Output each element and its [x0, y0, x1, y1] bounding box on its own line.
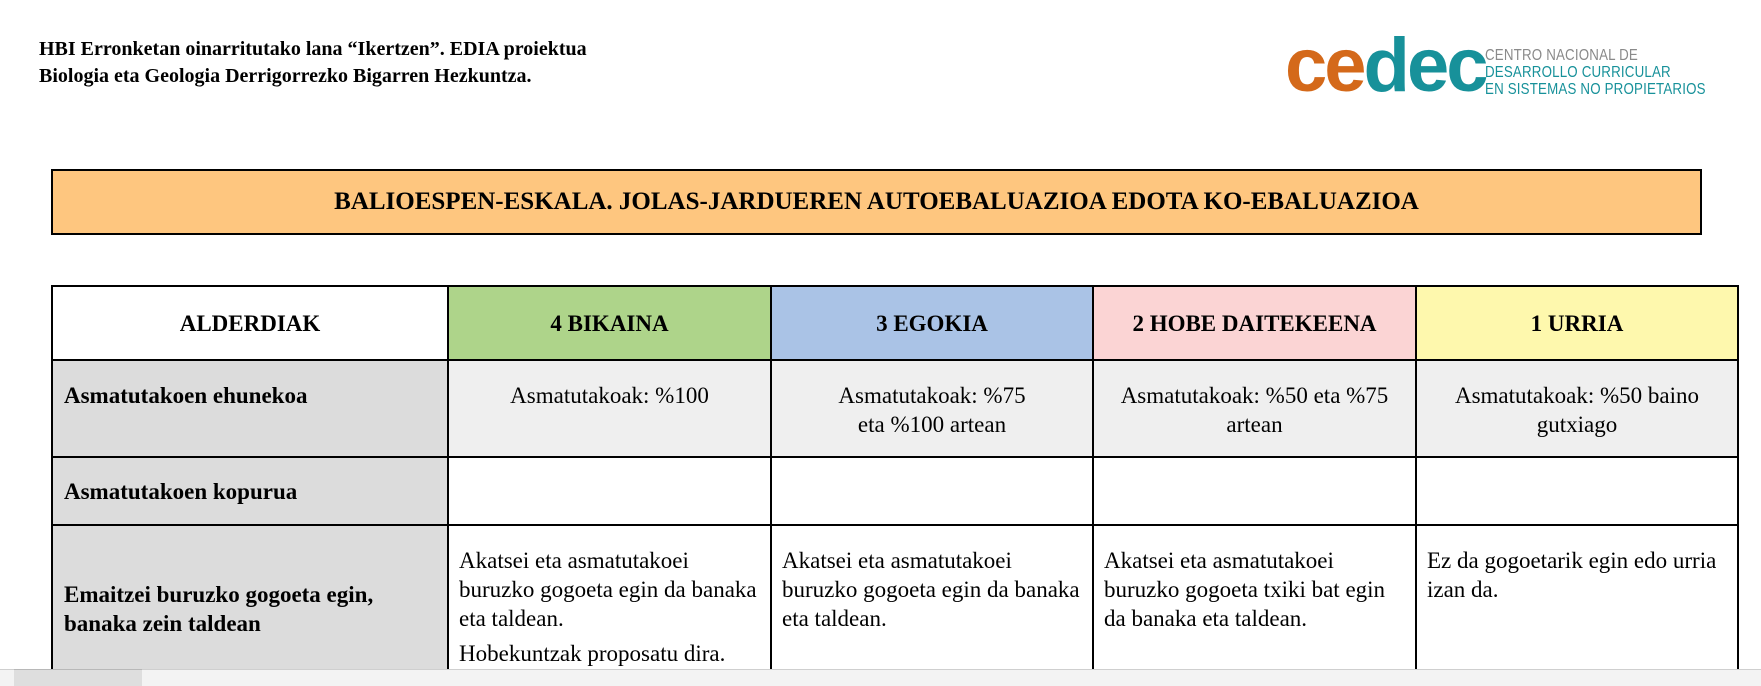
aspect-cell: Asmatutakoen kopurua [52, 457, 448, 525]
rubric-table [51, 285, 1739, 686]
aspect-cell: Asmatutakoen ehunekoa [52, 360, 448, 457]
rubric-cell [1416, 457, 1738, 525]
cell-extra-text: Hobekuntzak proposatu dira. [459, 641, 726, 666]
cell-text: Akatsei eta asmatutakoei buruzko gogoeta egin da banaka eta taldean. [782, 548, 1080, 631]
logo-dec: dec [1363, 23, 1486, 108]
logo-subtitle [1485, 47, 1709, 98]
rubric-cell: Asmatutakoak: %50 baino gutxiago [1416, 360, 1738, 457]
logo-ce: ce [1285, 23, 1364, 108]
cell-text: Akatsei eta asmatutakoei buruzko gogoeta egin da banaka eta taldean. [459, 548, 757, 631]
cell-text: Ez da gogoetarik egin edo urria izan da. [1427, 548, 1717, 602]
scrollbar-thumb[interactable] [14, 669, 142, 686]
table-row [52, 360, 1738, 457]
rubric-cell [771, 525, 1093, 685]
header-poor: 1 URRIA [1416, 286, 1738, 360]
rubric-title-banner: BALIOESPEN-ESKALA. JOLAS-JARDUEREN AUTOEBALUAZIOA EDOTA KO-EBALUAZIOA [51, 169, 1702, 235]
table-row [52, 525, 1738, 685]
header-line-1: HBI Erronketan oinarritutako lana “Ikertzen”. EDIA proiektua [39, 38, 587, 60]
table-header-row [52, 286, 1738, 360]
rubric-cell: Asmatutakoak: %50 eta %75 artean [1093, 360, 1416, 457]
cell-text: Asmatutakoak: %75 eta %100 artean [838, 383, 1026, 437]
header-line-2: Biologia eta Geologia Derrigorrezko Bigarren Hezkuntza. [39, 65, 532, 87]
logo-sub-line-3: EN SISTEMAS NO PROPIETARIOS [1485, 81, 1706, 98]
rubric-cell [448, 457, 771, 525]
logo-sub-line-2: DESARROLLO CURRICULAR [1485, 64, 1671, 81]
header-excellent: 4 BIKAINA [448, 286, 771, 360]
header-improvable: 2 HOBE DAITEKEENA [1093, 286, 1416, 360]
header-aspects: ALDERDIAK [52, 286, 448, 360]
header-adequate: 3 EGOKIA [771, 286, 1093, 360]
rubric-cell [1093, 457, 1416, 525]
rubric-cell [771, 360, 1093, 457]
horizontal-scrollbar[interactable] [0, 669, 1761, 686]
aspect-cell: Emaitzei buruzko gogoeta egin, banaka zein taldean [52, 525, 448, 685]
rubric-cell [448, 525, 771, 685]
rubric-cell [1093, 525, 1416, 685]
cell-text: Akatsei eta asmatutakoei buruzko gogoeta txiki bat egin da banaka eta taldean. [1104, 548, 1386, 631]
rubric-cell [771, 457, 1093, 525]
rubric-cell: Asmatutakoak: %100 [448, 360, 771, 457]
rubric-cell [1416, 525, 1738, 685]
logo-sub-line-1: CENTRO NACIONAL DE [1485, 47, 1638, 64]
document-header [39, 36, 587, 90]
table-row [52, 457, 1738, 525]
logo-wordmark [1285, 24, 1486, 108]
